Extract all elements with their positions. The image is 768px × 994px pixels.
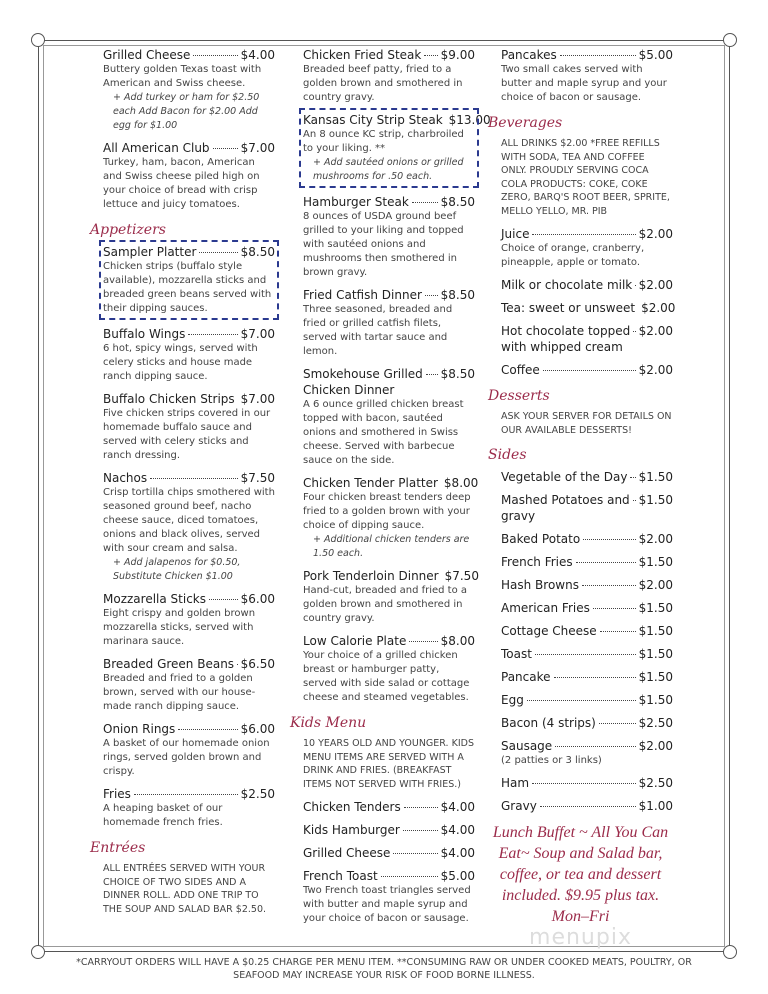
menu-item <box>303 112 491 184</box>
item-name-row <box>303 822 475 838</box>
dot-leader <box>213 148 238 149</box>
item-name-row <box>501 798 673 814</box>
section-note: 10 YEARS OLD AND YOUNGER. KIDS MENU ITEMS ARE SERVED WITH A DRINK AND FRIES. (BREAKFAST ITEMS NOT SERVED WITH FRIES.) <box>303 738 474 790</box>
item-description: Three seasoned, breaded and fried or grilled catfish filets, served with tartar sauce and lemon. <box>303 304 453 357</box>
dot-leader <box>527 700 636 701</box>
item-name: Grilled Cheese <box>103 48 191 62</box>
dot-leader <box>532 234 635 235</box>
item-description: 6 hot, spicy wings, served with celery sticks and house made ranch dipping sauce. <box>103 343 258 382</box>
menu-item <box>303 633 475 705</box>
item-name-row <box>103 47 275 63</box>
item-name-row <box>501 577 673 593</box>
menu-item <box>103 326 275 384</box>
item-price: $8.50 <box>240 245 275 259</box>
item-name-row <box>103 721 275 737</box>
item-name: Coffee <box>501 363 540 377</box>
menu-item <box>501 715 673 731</box>
section-heading: Entrées <box>90 840 146 856</box>
dot-leader <box>393 853 437 854</box>
item-name: Sausage <box>501 739 553 753</box>
menu-item <box>501 469 673 485</box>
item-name-row <box>303 633 475 649</box>
item-description: Chicken strips (buffalo style available), mozzarella sticks and breaded green beans served with their dipping sauces. <box>103 261 272 314</box>
menu-item <box>303 287 475 359</box>
item-name: Milk or chocolate milk <box>501 278 633 292</box>
item-price: $8.00 <box>440 634 475 648</box>
section-heading: Desserts <box>488 388 550 404</box>
item-price: $8.50 <box>440 288 475 302</box>
dot-leader <box>633 331 635 332</box>
item-name-row <box>501 692 673 708</box>
dot-leader <box>540 806 636 807</box>
item-price: $2.00 <box>638 363 673 377</box>
item-price: $2.50 <box>240 787 275 801</box>
item-price: $6.50 <box>240 657 275 671</box>
item-name-row <box>501 226 673 242</box>
item-name: All American Club <box>103 141 210 155</box>
item-price: $1.50 <box>638 470 673 484</box>
menu-column-right <box>488 47 676 950</box>
menu-item <box>501 577 673 593</box>
section-heading: Sides <box>488 447 527 463</box>
item-name: American Fries <box>501 601 590 615</box>
item-name: Toast <box>501 647 532 661</box>
item-description: An 8 ounce KC strip, charbroiled to your liking. ** <box>303 129 464 154</box>
item-name-row <box>303 799 475 815</box>
item-name: Hot chocolate topped <box>501 324 631 338</box>
dot-leader <box>404 807 438 808</box>
item-name: Hamburger Steak <box>303 195 409 209</box>
item-description: Choice of orange, cranberry, pineapple, apple or tomato. <box>501 243 645 268</box>
item-price: $7.00 <box>240 141 275 155</box>
item-price: $2.00 <box>638 739 673 753</box>
item-name: Chicken Tender Platter <box>303 476 438 490</box>
item-price: $6.00 <box>240 722 275 736</box>
item-name: Kids Hamburger <box>303 823 400 837</box>
item-description: Four chicken breast tenders deep fried to a golden brown with your choice of dipping sauce. <box>303 492 471 531</box>
item-name-row <box>303 475 479 491</box>
menu-item <box>501 646 673 662</box>
item-name-row <box>501 277 673 293</box>
item-price: $13.00 <box>448 113 491 127</box>
item-price: $1.50 <box>638 601 673 615</box>
item-name-row <box>501 600 673 616</box>
item-name: Pancake <box>501 670 551 684</box>
item-description: Two small cakes served with butter and maple syrup and your choice of bacon or sausage. <box>501 64 667 103</box>
item-price: $8.50 <box>440 367 475 381</box>
menu-item <box>501 554 673 570</box>
item-price: $2.00 <box>638 278 673 292</box>
item-name-row <box>303 47 475 63</box>
item-name-row <box>303 112 491 128</box>
menu-item <box>501 362 673 378</box>
dot-leader <box>178 729 237 730</box>
dot-leader <box>633 500 636 501</box>
item-name-row <box>103 326 275 342</box>
item-price: $7.50 <box>240 471 275 485</box>
section-heading: Appetizers <box>90 222 166 238</box>
menu-item <box>303 799 475 815</box>
item-name: Gravy <box>501 799 537 813</box>
dot-leader <box>237 664 238 665</box>
item-price: $2.00 <box>638 578 673 592</box>
menu-item <box>501 738 673 768</box>
menu-item <box>501 600 673 616</box>
item-price: $9.00 <box>440 48 475 62</box>
item-name-row <box>501 775 673 791</box>
item-name-row <box>303 845 475 861</box>
item-name-continued: gravy <box>501 509 536 523</box>
item-name: Hash Browns <box>501 578 579 592</box>
dot-leader <box>630 477 635 478</box>
item-name: Nachos <box>103 471 148 485</box>
item-name-row <box>501 300 676 316</box>
item-name-row <box>303 287 475 303</box>
item-name-row <box>103 244 275 260</box>
dot-leader <box>412 202 438 203</box>
menu-item <box>303 194 475 280</box>
dot-leader <box>424 55 437 56</box>
item-name: Fries <box>103 787 131 801</box>
item-name: Fried Catfish Dinner <box>303 288 422 302</box>
menu-item <box>501 775 673 791</box>
dot-leader <box>403 830 438 831</box>
item-name-row <box>501 738 673 754</box>
item-name: Baked Potato <box>501 532 581 546</box>
item-price: $4.00 <box>440 800 475 814</box>
item-name: Chicken Fried Steak <box>303 48 422 62</box>
dot-leader <box>582 585 636 586</box>
item-price: $1.00 <box>638 799 673 813</box>
item-price: $4.00 <box>440 823 475 837</box>
item-description: Eight crispy and golden brown mozzarella sticks, served with marinara sauce. <box>103 608 256 647</box>
dot-leader <box>555 746 635 747</box>
dot-leader <box>193 55 237 56</box>
item-name: Sampler Platter <box>103 245 197 259</box>
dot-leader <box>209 599 238 600</box>
corner-ornament <box>723 33 737 47</box>
footer-disclaimer: *CARRYOUT ORDERS WILL HAVE A $0.25 CHARGE PER MENU ITEM. **CONSUMING RAW OR UNDER COOKED MEATS, POULTRY, OR SEAFOOD MAY INCREASE YOUR RISK OF FOOD BORNE ILLNESS. <box>76 957 692 981</box>
item-name-row <box>103 140 275 156</box>
item-description: Hand-cut, breaded and fried to a golden brown and smothered in country gravy. <box>303 585 468 624</box>
item-name-row <box>103 391 275 407</box>
item-name: Juice <box>501 227 530 241</box>
menu-item <box>303 47 475 105</box>
item-name: Cottage Cheese <box>501 624 597 638</box>
dot-leader <box>599 723 636 724</box>
menu-item <box>303 475 479 561</box>
item-description: (2 patties or 3 links) <box>501 755 602 766</box>
item-price: $6.00 <box>240 592 275 606</box>
item-price: $1.50 <box>638 693 673 707</box>
item-description: A heaping basket of our homemade french fries. <box>103 803 223 828</box>
item-name-row <box>103 656 275 672</box>
item-addon-note: + Additional chicken tenders are 1.50 each. <box>313 534 470 559</box>
item-name-row <box>501 469 673 485</box>
watermark-logo: menupix <box>529 925 632 950</box>
item-name: Pancakes <box>501 48 557 62</box>
item-name-continued: Chicken Dinner <box>303 383 395 397</box>
dot-leader <box>199 252 237 253</box>
item-price: $2.00 <box>638 324 673 338</box>
item-description: Five chicken strips covered in our homemade buffalo sauce and served with celery sticks and ranch dressing. <box>103 408 271 461</box>
menu-item <box>501 798 673 814</box>
item-price: $4.00 <box>440 846 475 860</box>
menu-item <box>501 277 673 293</box>
dot-leader <box>583 539 635 540</box>
item-name: Low Calorie Plate <box>303 634 407 648</box>
item-description: Buttery golden Texas toast with American and Swiss cheese. <box>103 64 262 89</box>
item-name: Tea: sweet or unsweet <box>501 301 636 315</box>
menu-item <box>303 366 475 468</box>
item-name: Egg <box>501 693 524 707</box>
menu-item <box>103 786 275 830</box>
menu-item <box>501 300 676 316</box>
lunch-buffet-promo: Lunch Buffet ~ All You Can Eat~ Soup and Salad bar, coffee, or tea and dessert included. $9.95 plus tax. Mon–Fri <box>492 824 669 925</box>
item-name: Grilled Cheese <box>303 846 391 860</box>
item-description: Breaded beef patty, fried to a golden brown and smothered in country gravy. <box>303 64 463 103</box>
menu-item <box>303 845 475 861</box>
item-name-row <box>501 531 673 547</box>
item-price: $5.00 <box>638 48 673 62</box>
item-name: Vegetable of the Day <box>501 470 628 484</box>
dot-leader <box>535 654 636 655</box>
item-name-row <box>103 591 275 607</box>
item-description: Breaded and fried to a golden brown, served with our house-made ranch dipping sauce. <box>103 673 256 712</box>
item-name: Smokehouse Grilled <box>303 367 423 381</box>
item-name-row <box>501 362 673 378</box>
item-price: $7.00 <box>240 327 275 341</box>
item-price: $2.50 <box>638 776 673 790</box>
item-price: $2.00 <box>638 532 673 546</box>
item-name-row <box>501 554 673 570</box>
item-description: A basket of our homemade onion rings, served golden brown and crispy. <box>103 738 270 777</box>
corner-ornament <box>31 945 45 959</box>
item-price: $2.00 <box>641 301 676 315</box>
dot-leader <box>150 478 238 479</box>
dot-leader <box>381 876 438 877</box>
item-name-row <box>103 786 275 802</box>
menu-item <box>303 868 475 926</box>
item-name-row <box>303 568 479 584</box>
item-name-row <box>501 669 673 685</box>
menu-item <box>103 47 275 133</box>
item-name-row <box>501 646 673 662</box>
dot-leader <box>409 641 437 642</box>
dot-leader <box>134 794 238 795</box>
item-description: Turkey, ham, bacon, American and Swiss cheese piled high on your choice of bread with crisp lettuce and juicy tomatoes. <box>103 157 260 210</box>
item-name: Onion Rings <box>103 722 176 736</box>
menu-item <box>103 140 275 212</box>
item-price: $1.50 <box>638 555 673 569</box>
dot-leader <box>560 55 636 56</box>
item-name: Pork Tenderloin Dinner <box>303 569 439 583</box>
item-description: A 6 ounce grilled chicken breast topped with bacon, sautéed onions and smothered in Swiss cheese. Served with barbecue sauce on the side. <box>303 399 464 466</box>
item-name-row <box>501 323 673 339</box>
item-price: $2.00 <box>638 227 673 241</box>
dot-leader <box>188 334 237 335</box>
item-name-row <box>501 623 673 639</box>
section-heading: Beverages <box>488 115 563 131</box>
item-name-row <box>303 194 475 210</box>
menu-item <box>103 721 275 779</box>
menu-item <box>501 669 673 685</box>
item-name: Ham <box>501 776 530 790</box>
item-price: $7.50 <box>444 569 479 583</box>
item-name: Buffalo Chicken Strips <box>103 392 235 406</box>
item-name: French Toast <box>303 869 378 883</box>
item-description: Crisp tortilla chips smothered with seasoned ground beef, nacho cheese sauce, diced tomatoes, onions and black olives, served with sour cream and salsa. <box>103 487 275 554</box>
menu-item <box>501 226 673 270</box>
item-name: Mozzarella Sticks <box>103 592 206 606</box>
menu-item <box>103 591 275 649</box>
menu-item <box>303 822 475 838</box>
dot-leader <box>543 370 636 371</box>
menu-item <box>303 568 479 626</box>
item-price: $1.50 <box>638 493 673 507</box>
item-name: Bacon (4 strips) <box>501 716 596 730</box>
item-name-row <box>103 470 275 486</box>
item-addon-note: + Add turkey or ham for $2.50 each Add Bacon for $2.00 Add egg for $1.00 <box>113 92 260 131</box>
dot-leader <box>554 677 636 678</box>
item-name-row <box>501 47 673 63</box>
item-price: $2.50 <box>638 716 673 730</box>
item-price: $1.50 <box>638 647 673 661</box>
corner-ornament <box>723 945 737 959</box>
item-name-row <box>501 715 673 731</box>
menu-item <box>501 47 673 105</box>
menu-item <box>103 656 275 714</box>
item-price: $7.00 <box>240 392 276 406</box>
item-name: French Fries <box>501 555 573 569</box>
menu-item <box>103 244 275 316</box>
item-price: $8.00 <box>443 476 479 490</box>
dot-leader <box>600 631 636 632</box>
menu-item <box>103 391 275 463</box>
section-note: ALL DRINKS $2.00 *FREE REFILLS WITH SODA, TEA AND COFFEE ONLY. PROUDLY SERVING COCA COLA PRODUCTS: COKE, COKE ZERO, BARQ'S ROOT BEER, SPRITE, MELLO YELLO, MR. PIB <box>501 138 670 217</box>
item-name: Breaded Green Beans <box>103 657 235 671</box>
dot-leader <box>593 608 636 609</box>
item-name: Chicken Tenders <box>303 800 401 814</box>
menu-item <box>501 692 673 708</box>
item-name-row <box>303 366 475 382</box>
item-description: Two French toast triangles served with butter and maple syrup and your choice of bacon or sausage. <box>303 885 471 924</box>
menu-item <box>501 492 673 524</box>
item-name: Buffalo Wings <box>103 327 186 341</box>
item-addon-note: + Add jalapenos for $0.50, Substitute Chicken $1.00 <box>113 557 241 582</box>
item-price: $4.00 <box>240 48 275 62</box>
item-price: $1.50 <box>638 624 673 638</box>
item-price: $1.50 <box>638 670 673 684</box>
section-heading: Kids Menu <box>290 715 367 731</box>
menu-item <box>501 623 673 639</box>
dot-leader <box>425 295 438 296</box>
corner-ornament <box>31 33 45 47</box>
item-description: 8 ounces of USDA ground beef grilled to your liking and topped with sautéed onions and mushrooms then smothered in brown gravy. <box>303 211 464 278</box>
item-name: Mashed Potatoes and <box>501 493 630 507</box>
menu-item <box>103 470 275 584</box>
menu-item <box>501 531 673 547</box>
menu-column-middle <box>290 47 491 933</box>
dot-leader <box>576 562 636 563</box>
item-name-row <box>501 492 673 508</box>
item-name: Kansas City Strip Steak <box>303 113 443 127</box>
section-note: ASK YOUR SERVER FOR DETAILS ON OUR AVAILABLE DESSERTS! <box>501 411 672 436</box>
item-name-continued: with whipped cream <box>501 340 623 354</box>
section-note: ALL ENTRÉES SERVED WITH YOUR CHOICE OF TWO SIDES AND A DINNER ROLL. ADD ONE TRIP TO THE SOUP AND SALAD BAR $2.50. <box>103 863 267 915</box>
item-description: Your choice of a grilled chicken breast or hamburger patty, served with side salad or cottage cheese and steamed vegetables. <box>303 650 470 703</box>
item-price: $5.00 <box>440 869 475 883</box>
item-price: $8.50 <box>440 195 475 209</box>
item-name-row <box>303 868 475 884</box>
menu-column-left <box>90 47 275 924</box>
menu-item <box>501 323 673 355</box>
dot-leader <box>532 783 636 784</box>
dot-leader <box>426 374 438 375</box>
item-addon-note: + Add sautéed onions or grilled mushrooms for .50 each. <box>313 157 464 182</box>
